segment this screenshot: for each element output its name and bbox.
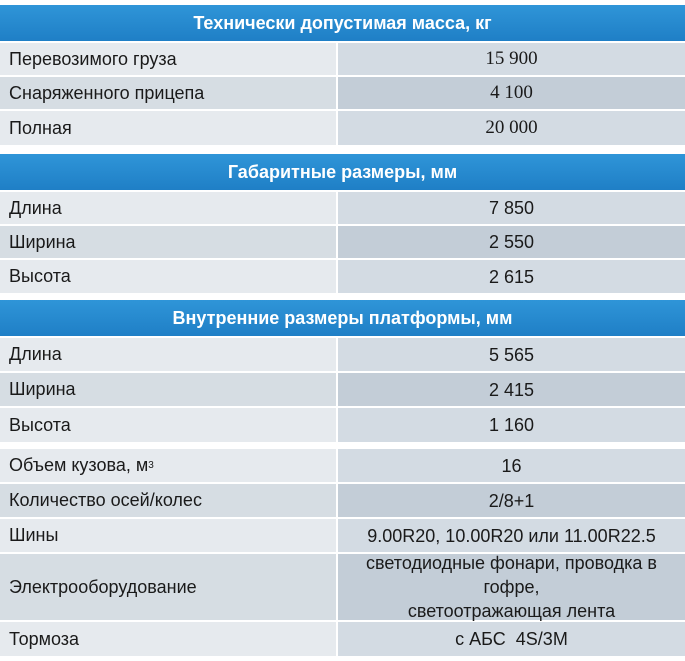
table-row xyxy=(0,226,685,258)
row-value: 15 900 xyxy=(338,43,685,75)
section-header-platform: Внутренние размеры платформы, мм xyxy=(0,300,685,336)
section-header-mass: Технически допустимая масса, кг xyxy=(0,5,685,41)
row-value: с АБС 4S/3M xyxy=(338,622,685,656)
table-row xyxy=(0,554,685,620)
volume-label: Объем кузова, м xyxy=(9,455,149,475)
row-label: Длина xyxy=(0,338,338,371)
row-value: 2 615 xyxy=(338,260,685,293)
row-label: Снаряженного прицепа xyxy=(0,77,338,109)
row-value: 2 550 xyxy=(338,226,685,258)
table-row xyxy=(0,192,685,224)
value-line: светодиодные фонари, проводка в гофре, xyxy=(366,553,657,597)
row-label: Ширина xyxy=(0,226,338,258)
table-row xyxy=(0,484,685,517)
row-value: 9.00R20, 10.00R20 или 11.00R22.5 xyxy=(338,519,685,552)
table-row xyxy=(0,373,685,406)
row-value: 16 xyxy=(338,449,685,482)
table-row xyxy=(0,408,685,442)
value-line: светоотражающая лента xyxy=(407,601,616,621)
row-label: Высота xyxy=(0,260,338,293)
row-label: Высота xyxy=(0,408,338,442)
table-row xyxy=(0,449,685,482)
row-value: 20 000 xyxy=(338,111,685,145)
row-value xyxy=(338,554,685,620)
row-value: 2/8+1 xyxy=(338,484,685,517)
row-label: Длина xyxy=(0,192,338,224)
row-value: 1 160 xyxy=(338,408,685,442)
table-row xyxy=(0,111,685,145)
row-label: Электрооборудование xyxy=(0,554,338,620)
table-row xyxy=(0,260,685,293)
row-value: 2 415 xyxy=(338,373,685,406)
section-header-dimensions: Габаритные размеры, мм xyxy=(0,154,685,190)
table-row xyxy=(0,338,685,371)
row-value: 5 565 xyxy=(338,338,685,371)
row-label: Количество осей/колес xyxy=(0,484,338,517)
row-label: Полная xyxy=(0,111,338,145)
row-value: 4 100 xyxy=(338,77,685,109)
row-label: Шины xyxy=(0,519,338,552)
row-label: Тормоза xyxy=(0,622,338,656)
table-row xyxy=(0,77,685,109)
table-row xyxy=(0,622,685,656)
table-row xyxy=(0,519,685,552)
row-label: Объем кузова, м 3 xyxy=(0,449,338,482)
row-label: Ширина xyxy=(0,373,338,406)
row-value: 7 850 xyxy=(338,192,685,224)
table-row xyxy=(0,43,685,75)
row-label: Перевозимого груза xyxy=(0,43,338,75)
